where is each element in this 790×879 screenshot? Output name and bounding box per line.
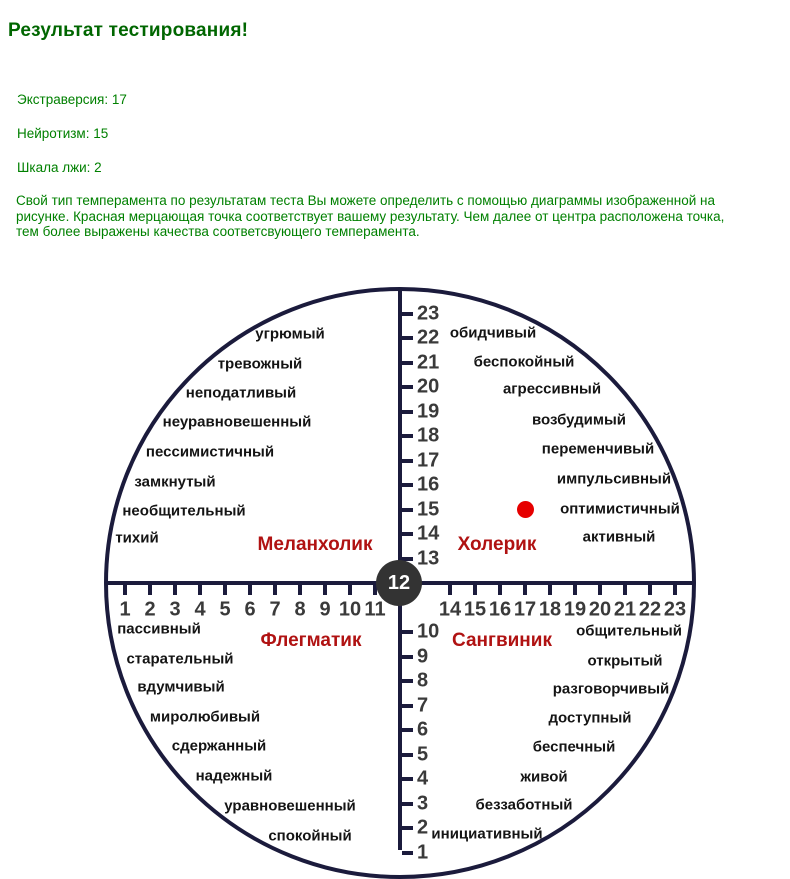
axis-number: 3 bbox=[417, 792, 429, 814]
axis-tick bbox=[223, 585, 227, 595]
quadrant-label-sanguine: Сангвиник bbox=[452, 630, 552, 651]
axis-tick bbox=[298, 585, 302, 595]
axis-number: 18 bbox=[417, 424, 440, 447]
axis-tick bbox=[273, 585, 277, 595]
axis-number: 22 bbox=[417, 326, 440, 349]
axis-tick bbox=[248, 585, 252, 595]
axis-tick bbox=[402, 704, 413, 708]
axis-number: 22 bbox=[638, 598, 662, 621]
axis-number: 6 bbox=[417, 718, 429, 741]
axis-number: 2 bbox=[417, 816, 429, 839]
trait-word-choleric: импульсивный bbox=[556, 470, 672, 488]
trait-word-phlegmatic: старательный bbox=[126, 650, 234, 668]
axis-number: 14 bbox=[417, 522, 440, 545]
trait-word-phlegmatic: спокойный bbox=[268, 827, 352, 845]
trait-word-sanguine: живой bbox=[520, 768, 568, 786]
axis-tick bbox=[402, 361, 413, 365]
trait-word-sanguine: доступный bbox=[548, 709, 632, 727]
trait-word-sanguine: разговорчивый bbox=[552, 680, 670, 698]
axis-tick bbox=[623, 585, 627, 595]
trait-word-choleric: обидчивый bbox=[449, 324, 537, 342]
trait-word-choleric: активный bbox=[582, 528, 656, 546]
trait-word-choleric: возбудимый bbox=[532, 411, 626, 429]
center-value-badge: 12 bbox=[376, 560, 422, 606]
axis-number: 1 bbox=[417, 841, 429, 863]
axis-number: 5 bbox=[219, 598, 231, 621]
trait-word-phlegmatic: уравновешенный bbox=[224, 797, 356, 815]
axis-tick bbox=[402, 630, 413, 634]
trait-word-sanguine: беззаботный bbox=[475, 796, 573, 814]
axis-tick bbox=[402, 336, 413, 340]
axis-number: 9 bbox=[417, 645, 429, 667]
axis-number: 7 bbox=[417, 694, 429, 716]
axis-tick bbox=[648, 585, 652, 595]
axis-number: 23 bbox=[417, 302, 440, 324]
axis-tick bbox=[173, 585, 177, 595]
lie-scale-score: Шкала лжи: 2 bbox=[17, 160, 102, 175]
axis-number: 19 bbox=[417, 400, 440, 422]
axis-number: 20 bbox=[588, 598, 612, 621]
axis-tick bbox=[523, 585, 527, 595]
axis-tick bbox=[402, 851, 413, 855]
axis-number: 14 bbox=[438, 598, 462, 621]
axis-number: 5 bbox=[417, 743, 429, 765]
axis-tick bbox=[402, 410, 413, 414]
trait-word-phlegmatic: надежный bbox=[195, 767, 273, 785]
axis-tick bbox=[598, 585, 602, 595]
description-line: тем более выражены качества соответсвующего темперамента. bbox=[16, 224, 420, 239]
trait-word-choleric: переменчивый bbox=[541, 440, 655, 458]
quadrant-label-choleric: Холерик bbox=[457, 534, 537, 555]
trait-word-phlegmatic: вдумчивый bbox=[137, 678, 225, 696]
axis-tick bbox=[402, 826, 413, 830]
axis-tick bbox=[402, 777, 413, 781]
trait-word-melancholic: необщительный bbox=[122, 502, 246, 520]
axis-number: 19 bbox=[563, 598, 587, 621]
axis-number: 21 bbox=[613, 598, 637, 621]
axis-tick bbox=[402, 459, 413, 463]
trait-word-choleric: оптимистичный bbox=[560, 500, 680, 518]
trait-word-phlegmatic: миролюбивый bbox=[149, 708, 261, 726]
axis-tick bbox=[402, 508, 413, 512]
axis-number: 4 bbox=[194, 598, 206, 621]
axis-number: 21 bbox=[417, 351, 440, 373]
axis-number: 23 bbox=[663, 598, 687, 621]
axis-number: 7 bbox=[269, 598, 281, 621]
axis-tick bbox=[402, 312, 413, 316]
axis-number: 11 bbox=[364, 598, 386, 621]
trait-word-choleric: агрессивный bbox=[502, 380, 602, 398]
trait-word-melancholic: тихий bbox=[115, 529, 159, 547]
axis-number: 15 bbox=[463, 598, 487, 621]
axis-tick bbox=[402, 655, 413, 659]
axis-tick bbox=[548, 585, 552, 595]
trait-word-melancholic: неподатливый bbox=[185, 384, 297, 402]
trait-word-phlegmatic: пассивный bbox=[117, 620, 201, 638]
trait-word-sanguine: инициативный bbox=[431, 825, 543, 843]
trait-word-melancholic: неуравновешенный bbox=[162, 413, 312, 431]
axis-tick bbox=[498, 585, 502, 595]
trait-word-choleric: беспокойный bbox=[473, 353, 575, 371]
description-line: Свой тип темперамента по результатам теста Вы можете определить с помощью диаграммы изображенной на bbox=[16, 193, 715, 208]
quadrant-label-melancholic: Меланхолик bbox=[257, 534, 373, 555]
extraversion-score: Экстраверсия: 17 bbox=[17, 92, 127, 107]
axis-number: 10 bbox=[338, 598, 362, 621]
axis-tick bbox=[402, 679, 413, 683]
axis-tick bbox=[402, 802, 413, 806]
axis-number: 4 bbox=[417, 767, 429, 790]
axis-tick bbox=[323, 585, 327, 595]
axis-tick bbox=[402, 385, 413, 389]
axis-tick bbox=[148, 585, 152, 595]
axis-tick bbox=[348, 585, 352, 595]
axis-number: 20 bbox=[417, 375, 440, 398]
axis-number: 2 bbox=[144, 598, 156, 621]
axis-tick bbox=[123, 585, 127, 595]
axis-number: 9 bbox=[319, 598, 331, 621]
trait-word-sanguine: беспечный bbox=[532, 738, 616, 756]
axis-tick bbox=[402, 434, 413, 438]
description-line: рисунке. Красная мерцающая точка соответствует вашему результату. Чем далее от центра расположена точка, bbox=[16, 208, 725, 224]
axis-number: 16 bbox=[417, 473, 440, 496]
axis-tick bbox=[402, 753, 413, 757]
trait-word-melancholic: угрюмый bbox=[255, 325, 325, 343]
axis-tick bbox=[673, 585, 677, 595]
axis-number: 16 bbox=[488, 598, 512, 621]
trait-word-sanguine: общительный bbox=[576, 622, 682, 640]
result-point-dot bbox=[517, 501, 534, 518]
axis-number: 18 bbox=[538, 598, 562, 621]
axis-tick bbox=[448, 585, 452, 595]
axis-number: 10 bbox=[417, 620, 440, 643]
axis-tick bbox=[198, 585, 202, 595]
trait-word-melancholic: тревожный bbox=[217, 355, 303, 373]
axis-number: 3 bbox=[169, 598, 181, 621]
trait-word-melancholic: замкнутый bbox=[134, 473, 216, 491]
axis-number: 8 bbox=[294, 598, 306, 621]
trait-word-melancholic: пессимистичный bbox=[145, 443, 275, 461]
axis-number: 17 bbox=[417, 449, 440, 471]
axis-number: 13 bbox=[417, 547, 440, 569]
axis-tick bbox=[573, 585, 577, 595]
axis-tick bbox=[473, 585, 477, 595]
trait-word-sanguine: открытый bbox=[587, 652, 663, 670]
neuroticism-score: Нейротизм: 15 bbox=[17, 126, 109, 141]
axis-tick bbox=[402, 483, 413, 487]
axis-tick bbox=[402, 728, 413, 732]
axis-number: 8 bbox=[417, 669, 429, 692]
axis-number: 6 bbox=[244, 598, 256, 621]
axis-number: 17 bbox=[513, 598, 537, 621]
quadrant-label-phlegmatic: Флегматик bbox=[260, 630, 362, 651]
axis-number: 15 bbox=[417, 498, 440, 520]
axis-tick bbox=[402, 532, 413, 536]
trait-word-phlegmatic: сдержанный bbox=[171, 737, 267, 755]
page-title: Результат тестирования! bbox=[8, 20, 249, 41]
axis-number: 1 bbox=[119, 598, 131, 621]
